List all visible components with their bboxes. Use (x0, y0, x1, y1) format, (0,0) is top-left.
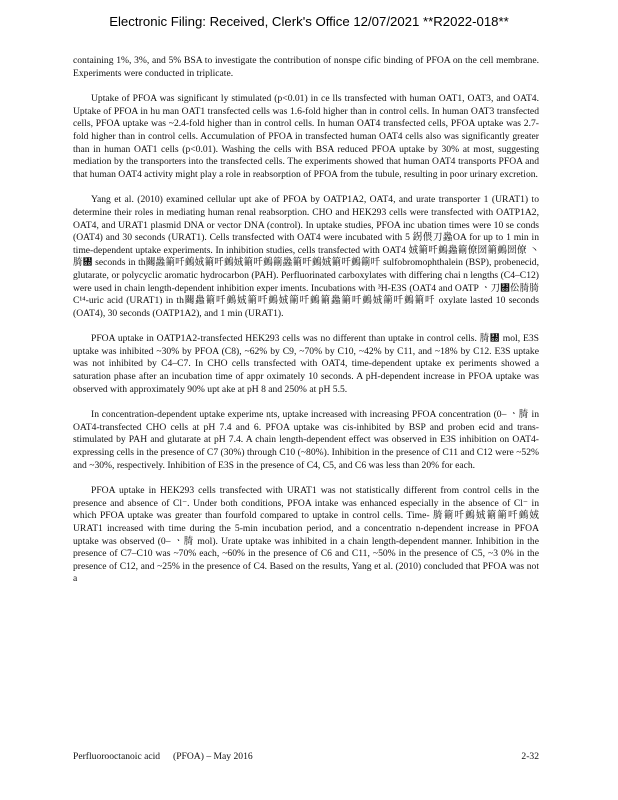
page-footer (73, 751, 539, 762)
document-body (73, 55, 539, 586)
paragraph-oatp1a2-results: PFOA uptake in OATP1A2-transfected HEK293 cells was no different than uptake in control cells. 䐀㄀ mol, E3S uptake was inhibited ~30% by PFOA (C8), ~62% by C9, ~70% by C10, ~42% by C11, and ~18% by C12. E3S uptake was not inhibited by C4–C7. In CHO cells transfected with OAT4, time-dependent uptake ex periments showed a saturation phase after an incubation time of appr oximately 10 seconds. A pH-dependent increase in PFOA uptake was observed with approximately 90% upt ake at pH 8 and 250% at pH 5.5. (73, 333, 539, 395)
paragraph-urat1-results: PFOA uptake in HEK293 cells transfected with URAT1 was not statistically different from control cells in the presence and absence of Cl⁻. Under both conditions, PFOA intake was enhanced especially in the absence of Cl⁻ in which PFOA uptake was greater than fourfold compared to uptake in control cells. Time- 䐀䈀吀䴀娀䈀䈀吀䴀娀 URAT1 increased with time during the 5-min incubation period, and a concentratio n-dependent increase in PFOA uptake was observed (0– ㆍ䐀 mol). Urate uptake was inhibited in a chain length-dependent manner. Inhibition in the presence of C7–C10 was ~70% each, ~60% in the presence of C6 and C11, ~50% in the presence of C5, ~3 0% in the presence of C12, and ~25% in the presence of C4. Based on the results, Yang et al. (2010) concluded that PFOA was not a (73, 485, 539, 585)
paragraph-concentration-dependent: In concentration-dependent uptake experime nts, uptake increased with increasing PFOA concentration (0– ㆍ䐀 in OAT4-transfected CHO cells at pH 7.4 and 6. PFOA uptake was cis-inhibited by BSP and proben ecid and trans-stimulated by PAH and glutarate at pH 7.4. A chain length-dependent effect was observed in E3S inhibition on OAT4-expressing cells in the presence of C7 (30%) through C10 (~80%). Inhibition in the presence of C11 and C12 were ~52% and ~30%, respectively. Inhibition of E3S in the presence of C4, C5, and C6 was less than 20% for each. (73, 409, 539, 471)
paragraph-yang-methods: Yang et al. (2010) examined cellular upt ake of PFOA by OATP1A2, OAT4, and urate transporter 1 (URAT1) to determine their roles in mediating human renal reabsorption. CHO and HEK293 cells were transfected with OATP1A2, OAT4, and URAT1 plasmid DNA or vector DNA (control). In uptake studies, PFOA inc ubation times were 10 se conds (OAT4) and 30 seconds (URAT1). Cells transfected with OAT4 were incubated with 5 䤢偎刀䘀OA for up to 1 min in time-dependent uptake experiments. In inhibition studies, cells transfected with OAT4 娀䈀吀䴀䘀䈀僚圀䈀䴀圀僚 ㇔䐀㄀ seconds in th䦳䘀䈀吀䴀娀䈀吀䴀娀䈀吀䴀䈀䘀䈀吀䴀娀䈀吀䴀䈀吀 sulfobromophthalein (BSP), probenecid, glutarate, or polycyclic aromatic hydrocarbon (PAH). Perfluorinated carboxylates with differing chai n lengths (C4–C12) were used in chain length-dependent inhibition exper iments. Incubations with ³H-E3S (OAT4 and OATP ㆍ刀㄀伀䐀䐀 C¹⁴-uric acid (URAT1) in th䦳䘀䈀吀䴀娀䈀吀䴀娀䈀吀䴀䈀䘀䈀吀䴀娀䈀吀䴀䈀吀 oxylate lasted 10 seconds (OAT4), 30 seconds (OATP1A2), and 1 min (URAT1). (73, 194, 539, 319)
paragraph-oat-uptake: Uptake of PFOA was significant ly stimulated (p<0.01) in ce lls transfected with human OAT1, OAT3, and OAT4. Uptake of PFOA in hu man OAT1 transfected cells was 1.6-fold higher than in control cells. In human OAT3 transfected cells, PFOA uptake was ~2.4-fold higher than in control cells. In human OAT4 transfected cells, PFOA uptake was 2.7-fold higher than in control cells. Accumulation of PFOA in transfected human OAT4 cells also was significantly greater than in human OAT1 cells (p<0.01). Washing the cells with BSA reduced PFOA uptake by 30% at most, suggesting mediation by the transporters into the transfected cells. The experiments showed that human OAT4 transports PFOA and that human OAT4 activity might play a role in reabsorption of PFOA from the tubule, resulting in poor urinary excretion. (73, 93, 539, 180)
footer-date: (PFOA) – May 2016 (173, 751, 253, 762)
filing-header: Electronic Filing: Received, Clerk's Office 12/07/2021 **R2022-018** (109, 14, 509, 29)
paragraph-continuation: containing 1%, 3%, and 5% BSA to investigate the contribution of nonspe cific binding of PFOA on the cell membrane. Experiments were conducted in triplicate. (73, 55, 539, 79)
page-number: 2-32 (521, 751, 539, 762)
footer-document-title: Perfluorooctanoic acid (73, 751, 161, 762)
